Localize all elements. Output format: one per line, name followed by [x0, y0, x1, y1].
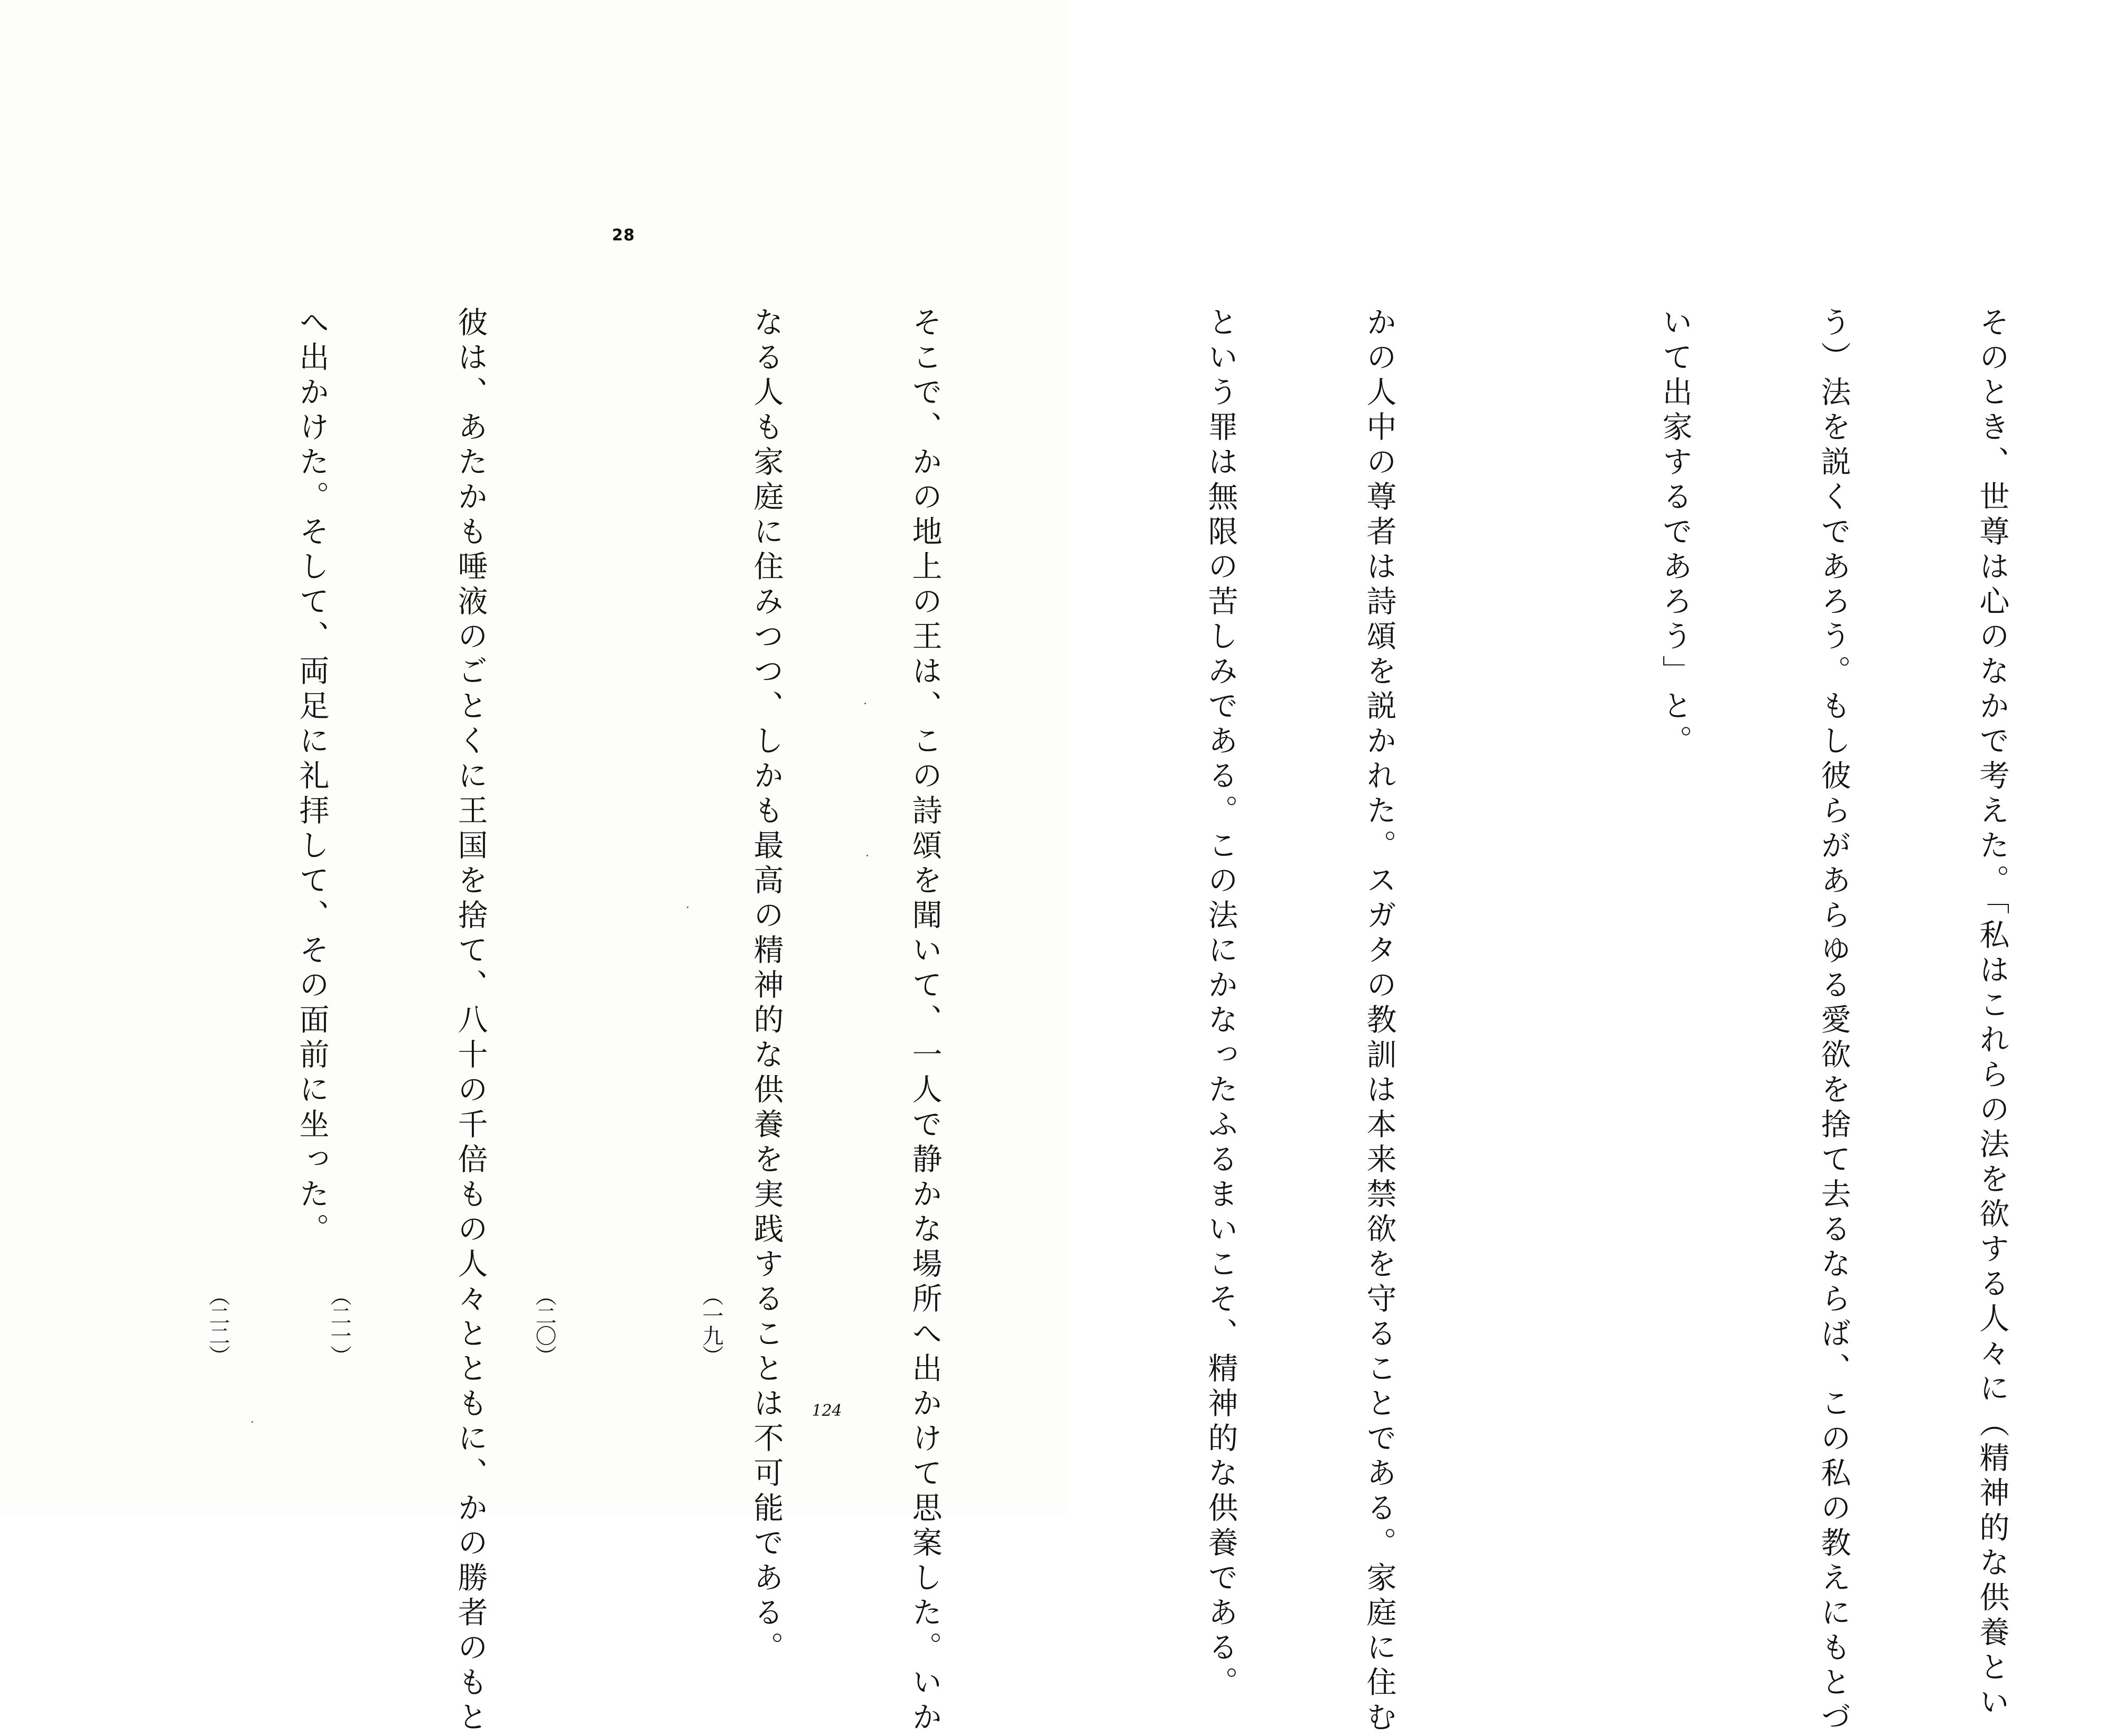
- verse-119-line-2: う）法を説くであろう。もし彼らがあらゆる愛欲を捨て去るならば、この私の教えにもとづ: [1816, 306, 1851, 1736]
- verse-gap: [1057, 306, 1088, 1405]
- verse-gap: [1511, 306, 1543, 1405]
- scan-speck: [864, 703, 866, 704]
- verse-number-120: （二〇）: [532, 1285, 556, 1365]
- verse-number-121: （二一）: [327, 1285, 351, 1365]
- verse-number-122: （二二）: [206, 1285, 230, 1365]
- scan-speck: [251, 1421, 253, 1423]
- verse-122-line-2: へ出かけた。そして、両足に礼拝して、その面前に坐った。: [294, 306, 329, 1248]
- verse-119-line-3: いて出家するであろう」と。: [1657, 306, 1692, 760]
- verse-120-line-1: かの人中の尊者は詩頌を説かれた。スガタの教訓は本来禁欲を守ることである。家庭に住む: [1362, 306, 1396, 1736]
- verse-gap: [602, 306, 634, 1405]
- footer-page-number: 124: [812, 1402, 842, 1420]
- verse-119-line-1: そのとき、世尊は心のなかで考えた。「私はこれらの法を欲する人々に（精神的な供養とい: [1974, 306, 2009, 1721]
- scan-speck: [867, 855, 868, 856]
- verse-121-line-1: そこで、かの地上の王は、この詩頌を聞いて、一人で静かな場所へ出かけて思案した。いか: [907, 306, 942, 1736]
- verse-120-line-2: という罪は無限の苦しみである。この法にかなったふるまいこそ、精神的な供養である。: [1203, 306, 1238, 1701]
- verse-121-line-2: なる人も家庭に住みつつ、しかも最高の精神的な供養を実践することは不可能である。: [749, 306, 784, 1666]
- scan-speck: [687, 907, 688, 908]
- verse-122-line-1: 彼は、あたかも唾液のごとくに王国を捨て、八十の千倍もの人々とともに、かの勝者のもと: [453, 306, 488, 1736]
- header-page-number: 28: [612, 226, 635, 245]
- verse-number-119: （一九）: [699, 1285, 723, 1365]
